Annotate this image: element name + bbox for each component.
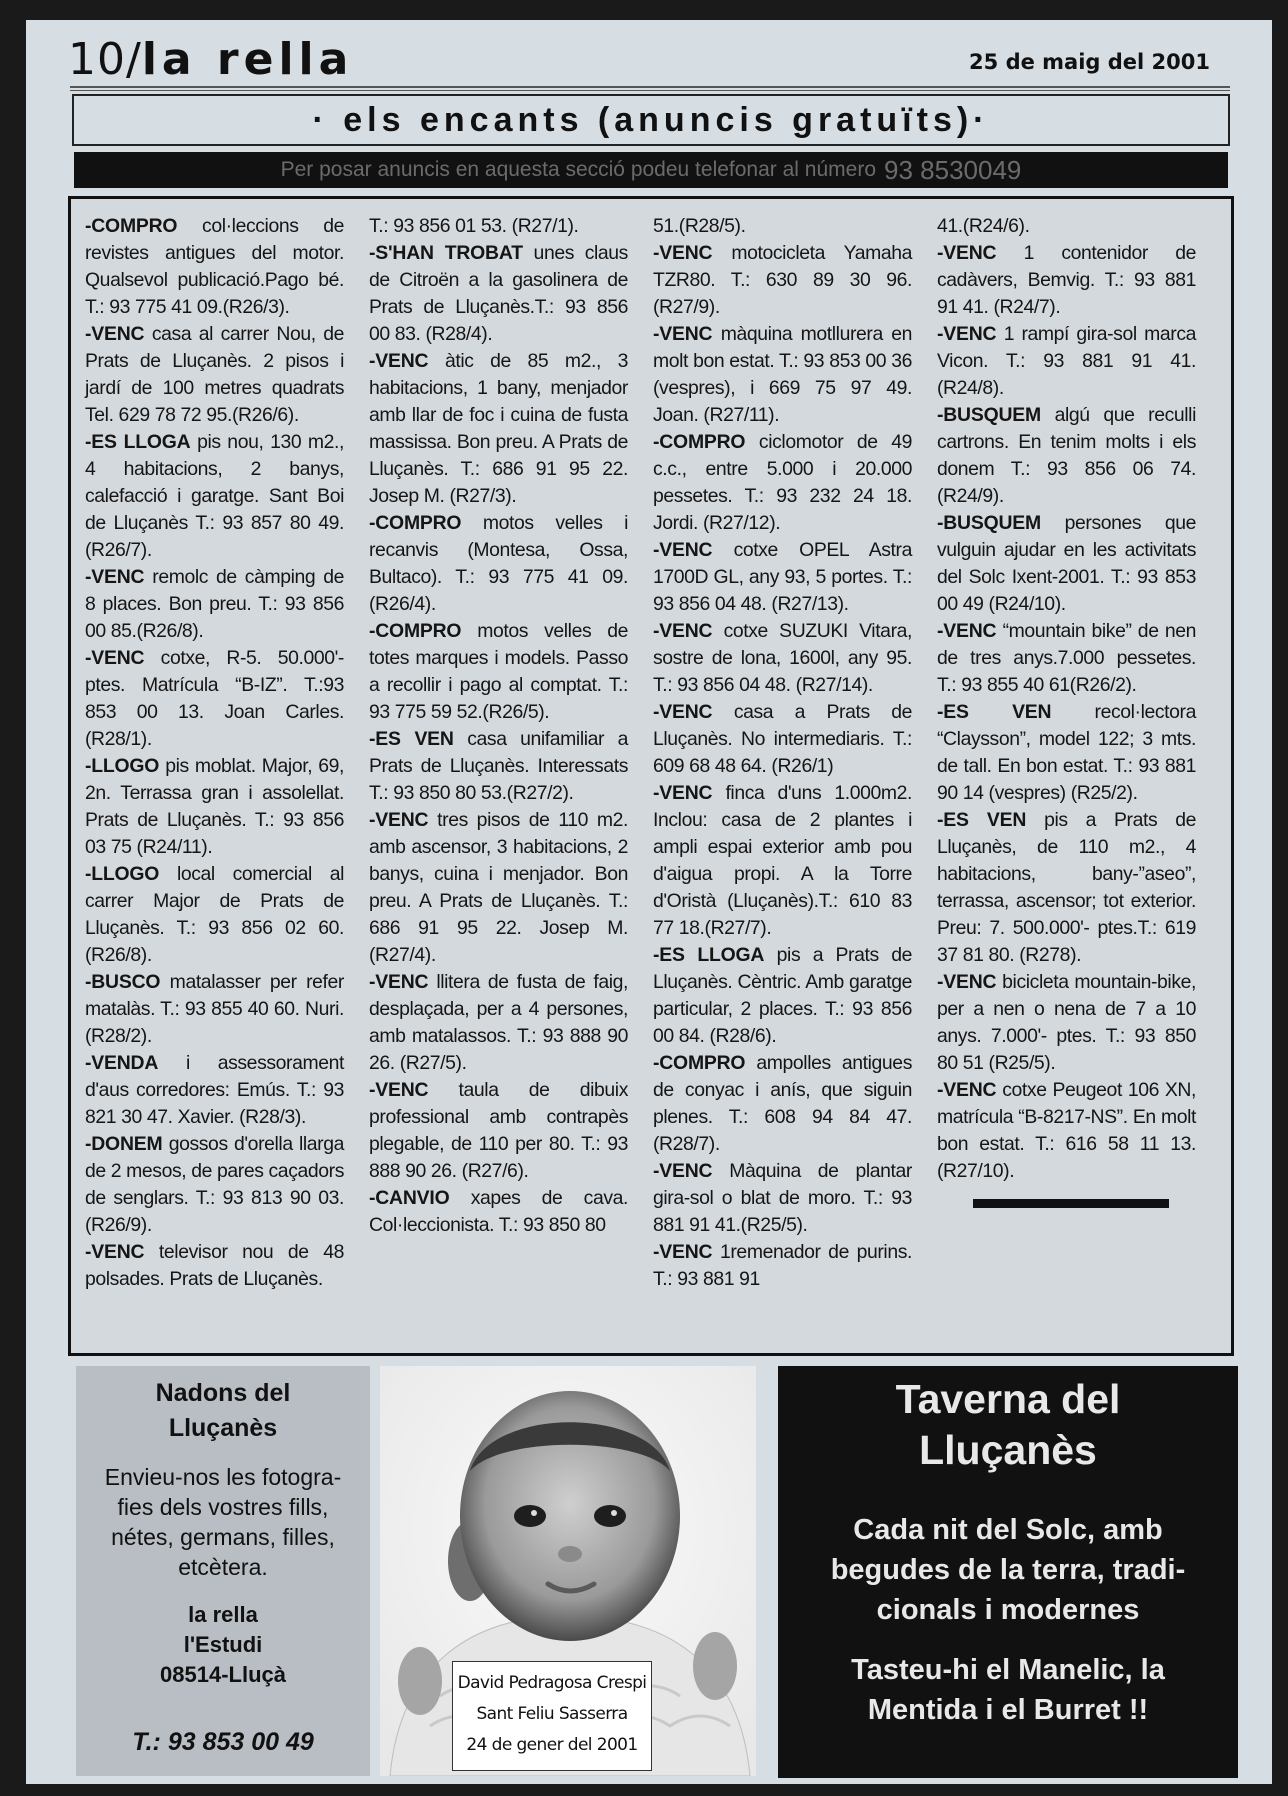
nadons-phone: T.: 93 853 00 49 (132, 1728, 314, 1756)
ad-text: pis nou, 130 m2., 4 habitacions, 2 banys, calefacció i garatge. Sant Boi de Lluçanès T.: 93 857 80 49. (R26/7). (85, 431, 344, 561)
classified-ad (653, 942, 912, 1050)
classified-ad (369, 1077, 628, 1185)
ad-text: recol·lectora “Claysson”, model 122; 3 mts. de tall. En bon estat. T.: 93 881 90 14 (vespres) (R25/2). (937, 701, 1196, 804)
ad-text: motos velles i recanvis (Montesa, Ossa, Bultaco). T.: 93 775 41 09.(R26/4). (369, 512, 628, 615)
issue-date: 25 de maig del 2001 (969, 50, 1210, 74)
classified-ad (937, 402, 1196, 510)
classified-ad (85, 213, 344, 321)
ad-text: Màquina de plantar gira-sol o blat de moro. T.: 93 881 91 41.(R25/5). (653, 1160, 912, 1236)
classified-ad (85, 645, 344, 753)
ad-keyword: -ES LLOGA (653, 944, 765, 966)
ad-text: 1 rampí gira-sol marca Vicon. T.: 93 881 91 41.(R24/8). (937, 323, 1196, 399)
ad-text: casa a Prats de Lluçanès. No intermediaris. T.: 609 68 48 64. (R26/1) (653, 701, 912, 777)
photo-caption (452, 1661, 652, 1771)
classified-ad (653, 780, 912, 942)
ad-text: cotxe, R-5. 50.000'-ptes. Matrícula “B-IZ”. T.:93 853 00 13. Joan Carles.(R28/1). (85, 647, 344, 750)
ad-text: cotxe OPEL Astra 1700D GL, any 93, 5 portes. T.: 93 856 04 48. (R27/13). (653, 539, 912, 615)
classified-ad (653, 537, 912, 618)
ad-keyword: -VENC (85, 566, 145, 588)
ad-text: 1 contenidor de cadàvers, Bemvig. T.: 93 881 91 41. (R24/7). (937, 242, 1196, 318)
ad-text: ampolles antigues de conyac i anís, que siguin plenes. T.: 608 94 84 47. (R28/7). (653, 1052, 912, 1155)
ad-keyword: -VENC (653, 323, 713, 345)
ad-keyword: -VENC (85, 323, 145, 345)
classified-ad (937, 240, 1196, 321)
classified-ad (369, 213, 628, 240)
ad-text: 51.(R28/5). (653, 215, 746, 237)
taverna-title (778, 1374, 1238, 1476)
classified-ad (85, 1050, 344, 1131)
classified-ad (653, 321, 912, 429)
nadons-title (76, 1376, 370, 1446)
ad-text: televisor nou de 48 polsades. Prats de Lluçanès. (85, 1241, 344, 1290)
section-title: · els encants (anuncis gratuïts)· (312, 100, 990, 139)
baby-photo (380, 1366, 756, 1776)
ad-text: casa al carrer Nou, de Prats de Lluçanès. 2 pisos i jardí de 100 metres quadrats Tel. 629 78 72 95.(R26/6). (85, 323, 344, 426)
ad-keyword: -VENC (653, 1241, 713, 1263)
ad-text: finca d'uns 1.000m2. Inclou: casa de 2 plantes i ampli espai exterior amb pou d'aigua propi. A la Torre d'Oristà (Lluçanès).T.: 610 83 77 18.(R27/7). (653, 782, 912, 939)
taverna-text-line: Cada nit del Solc, amb (853, 1514, 1163, 1546)
classified-ad (653, 1239, 912, 1293)
classified-ad (369, 348, 628, 510)
classified-ad (937, 510, 1196, 618)
ad-keyword: -DONEM (85, 1133, 163, 1155)
classified-ad (369, 726, 628, 807)
classified-ad (369, 510, 628, 618)
photo-caption-place: Sant Feliu Sasserra (476, 1704, 628, 1724)
classifieds-box (68, 196, 1234, 1356)
ad-keyword: -ES LLOGA (85, 431, 191, 453)
classified-ad (937, 321, 1196, 402)
ad-keyword: -COMPRO (653, 431, 746, 453)
taverna-text-line: cionals i modernes (876, 1594, 1140, 1626)
ad-text: ciclomotor de 49 c.c., entre 5.000 i 20.000 pessetes. T.: 93 232 24 18. Jordi. (R27/12). (653, 431, 912, 534)
ad-text: motos velles de totes marques i models. Passo a recollir i pago al comptat. T.: 93 775 59 52.(R26/5). (369, 620, 628, 723)
classified-ad (85, 861, 344, 969)
ad-text: “mountain bike” de nen de tres anys.7.000 pessetes. T.: 93 855 40 61(R26/2). (937, 620, 1196, 696)
nadons-addr-line: l'Estudi (183, 1632, 263, 1657)
ad-keyword: -VENC (369, 350, 429, 372)
newspaper-page (26, 20, 1272, 1784)
ad-text: pis a Prats de Lluçanès. Cèntric. Amb garatge particular, 2 places. T.: 93 856 00 84. (R28/6). (653, 944, 912, 1047)
ad-keyword: -CANVIO (369, 1187, 450, 1209)
ad-keyword: -BUSQUEM (937, 404, 1041, 426)
nadons-addr-line: la rella (188, 1602, 258, 1627)
classifieds-column (653, 213, 937, 1353)
publication-name: la rella (141, 34, 354, 85)
classified-ad (85, 321, 344, 429)
ad-text: bicicleta mountain-bike, per a nen o nena de 7 a 10 anys. 7.000'- ptes. T.: 93 850 80 51 (R25/5). (937, 971, 1196, 1074)
ad-keyword: -COMPRO (85, 215, 178, 237)
nadons-title-line: Lluçanès (168, 1414, 278, 1442)
ad-keyword: -COMPRO (369, 620, 462, 642)
ad-keyword: -ES VEN (937, 809, 1027, 831)
ad-text: pis moblat. Major, 69, 2n. Terrassa gran i assolellat. Prats de Lluçanès. T.: 93 856 03 75 (R24/11). (85, 755, 344, 858)
taverna-text-1 (778, 1510, 1238, 1630)
classified-ad (369, 1185, 628, 1239)
nadons-desc-line: Envieu-nos les fotogra- (104, 1464, 342, 1490)
ad-keyword: -VENC (369, 1079, 429, 1101)
ad-keyword: -VENC (937, 620, 997, 642)
ad-text: motocicleta Yamaha TZR80. T.: 630 89 30 96. (R27/9). (653, 242, 912, 318)
nadons-title-line: Nadons del (155, 1379, 291, 1407)
ad-text: i assessorament d'aus corredores: Emús. T.: 93 821 30 47. Xavier. (R28/3). (85, 1052, 344, 1128)
classified-ad (85, 429, 344, 564)
ad-keyword: -VENC (369, 971, 429, 993)
taverna-text-line: Tasteu-hi el Manelic, la (851, 1654, 1165, 1686)
taverna-text-line: begudes de la terra, tradi- (830, 1554, 1186, 1586)
classified-ad (653, 699, 912, 780)
classified-ad (937, 213, 1196, 240)
ad-keyword: -VENC (653, 782, 713, 804)
classifieds-column (937, 213, 1221, 1353)
classified-ad (937, 807, 1196, 969)
ad-text: gossos d'orella llarga de 2 mesos, de pares caçadors de senglars. T.: 93 813 90 03. (R26/9). (85, 1133, 344, 1236)
ad-keyword: -VENC (653, 701, 713, 723)
ad-text: cotxe Peugeot 106 XN, matrícula “B-8217-NS”. En molt bon estat. T.: 616 58 11 13. (R27/10). (937, 1079, 1196, 1182)
ad-text: col·leccions de revistes antigues del motor. Qualsevol publicació.Pago bé. T.: 93 775 41 09.(R26/3). (85, 215, 344, 318)
nadons-addr-line: 08514-Lluçà (160, 1662, 286, 1687)
ad-keyword: -VENC (653, 242, 713, 264)
ad-keyword: -VENC (653, 539, 713, 561)
classifieds-column (369, 213, 653, 1353)
classified-ad (937, 969, 1196, 1077)
ad-keyword: -LLOGO (85, 755, 160, 777)
page-header (68, 34, 353, 85)
ad-text: matalasser per refer matalàs. T.: 93 855 40 60. Nuri. (R28/2). (85, 971, 344, 1047)
classified-ad (85, 969, 344, 1050)
ad-text: algú que reculli cartrons. En tenim molts i els donem T.: 93 856 06 74. (R24/9). (937, 404, 1196, 507)
ad-text: T.: 93 856 01 53. (R27/1). (369, 215, 579, 237)
info-bar (74, 152, 1228, 188)
ad-keyword: -VENDA (85, 1052, 159, 1074)
photo-caption-date: 24 de gener del 2001 (466, 1735, 638, 1755)
classified-ad (85, 564, 344, 645)
nadons-desc-line: fies dels vostres fills, (117, 1494, 329, 1520)
classified-ad (937, 618, 1196, 699)
ad-keyword: -ES VEN (937, 701, 1052, 723)
ad-keyword: -COMPRO (369, 512, 462, 534)
end-of-section-bar (973, 1199, 1169, 1208)
ad-keyword: -VENC (653, 1160, 713, 1182)
classified-ad (653, 618, 912, 699)
page-number: 10/ (68, 34, 142, 85)
classified-ad (369, 240, 628, 348)
classified-ad (85, 1239, 344, 1293)
ad-keyword: -LLOGO (85, 863, 160, 885)
ad-text: 1remenador de purins. T.: 93 881 91 (653, 1241, 912, 1290)
nadons-desc-line: nétes, germans, filles, (111, 1524, 335, 1550)
ad-text: xapes de cava. Col·leccionista. T.: 93 850 80 (369, 1187, 628, 1236)
ad-text: casa unifamiliar a Prats de Lluçanès. Interessats T.: 93 850 80 53.(R27/2). (369, 728, 628, 804)
ad-keyword: -BUSCO (85, 971, 161, 993)
ad-text: àtic de 85 m2., 3 habitacions, 1 bany, menjador amb llar de foc i cuina de fusta massissa. Bon preu. A Prats de Lluçanès. T.: 686 91 95 22. Josep M. (R27/3). (369, 350, 628, 507)
ad-text: cotxe SUZUKI Vitara, sostre de lona, 1600l, any 95. T.: 93 856 04 48. (R27/14). (653, 620, 912, 696)
ad-text: persones que vulguin ajudar en les activitats del Solc Ixent-2001. T.: 93 853 00 49 (R24/10). (937, 512, 1196, 615)
ad-text: llitera de fusta de faig, desplaçada, per a 4 persones, amb matalassos. T.: 93 888 90 26. (R27/5). (369, 971, 628, 1074)
ad-keyword: -BUSQUEM (937, 512, 1041, 534)
ad-keyword: -S'HAN TROBAT (369, 242, 523, 264)
ad-text: 41.(R24/6). (937, 215, 1030, 237)
ad-text: tres pisos de 110 m2. amb ascensor, 3 habitacions, 2 banys, cuina i menjador. Bon preu. A Prats de Lluçanès. T.: 686 91 95 22. Josep M. (R27/4). (369, 809, 628, 966)
ad-text: unes claus de Citroën a la gasolinera de Prats de Lluçanès.T.: 93 856 00 83. (R28/4). (369, 242, 628, 345)
classified-ad (653, 429, 912, 537)
classified-ad (937, 1077, 1196, 1185)
taverna-title-line: Lluçanès (919, 1427, 1097, 1473)
taverna-ad (778, 1366, 1238, 1778)
classified-ad (369, 618, 628, 726)
ad-keyword: -VENC (937, 323, 997, 345)
taverna-text-2 (778, 1650, 1238, 1730)
taverna-title-line: Taverna del (895, 1376, 1121, 1422)
ad-text: local comercial al carrer Major de Prats de Lluçanès. T.: 93 856 02 60.(R26/8). (85, 863, 344, 966)
ad-text: taula de dibuix professional amb contrapès plegable, de 110 per 80. T.: 93 888 90 26. (R27/6). (369, 1079, 628, 1182)
ad-keyword: -VENC (85, 647, 145, 669)
ad-text: remolc de càmping de 8 places. Bon preu. T.: 93 856 00 85.(R26/8). (85, 566, 344, 642)
nadons-box (76, 1366, 370, 1776)
classified-ad (937, 699, 1196, 807)
classified-ad (653, 1050, 912, 1158)
taverna-text-line: Mentida i el Burret !! (867, 1694, 1149, 1726)
classified-ad (653, 1158, 912, 1239)
nadons-address (76, 1600, 370, 1690)
classified-ad (85, 1131, 344, 1239)
ad-keyword: -VENC (937, 1079, 997, 1101)
classified-ad (369, 969, 628, 1077)
nadons-desc-line: etcètera. (178, 1554, 268, 1580)
header-rule (70, 86, 1230, 88)
ad-text: màquina motllurera en molt bon estat. T.: 93 853 00 36 (vespres), i 669 75 97 49. Joan. (R27/11). (653, 323, 912, 426)
classified-ad (653, 240, 912, 321)
info-bar-phone: 93 8530049 (884, 154, 1022, 185)
ad-keyword: -VENC (937, 242, 997, 264)
ad-keyword: -VENC (369, 809, 429, 831)
ad-keyword: -COMPRO (653, 1052, 746, 1074)
classified-ad (653, 213, 912, 240)
ad-text: pis a Prats de Lluçanès, de 110 m2., 4 habitacions, bany-”aseo”, terrassa, ascensor; tot exterior. Preu: 7. 500.000'- ptes.T.: 619 37 81 80. (R278). (937, 809, 1196, 966)
photo-caption-name: David Pedragosa Crespi (457, 1673, 647, 1693)
info-bar-text: Per posar anuncis en aquesta secció podeu telefonar al número (280, 158, 876, 181)
section-title-box (72, 94, 1230, 146)
classifieds-column (85, 213, 369, 1353)
nadons-description (76, 1462, 370, 1582)
ad-keyword: -ES VEN (369, 728, 454, 750)
ad-keyword: -VENC (937, 971, 997, 993)
header-rule-thin (70, 90, 1230, 91)
ad-keyword: -VENC (85, 1241, 145, 1263)
classified-ad (369, 807, 628, 969)
classified-ad (85, 753, 344, 861)
ad-keyword: -VENC (653, 620, 713, 642)
